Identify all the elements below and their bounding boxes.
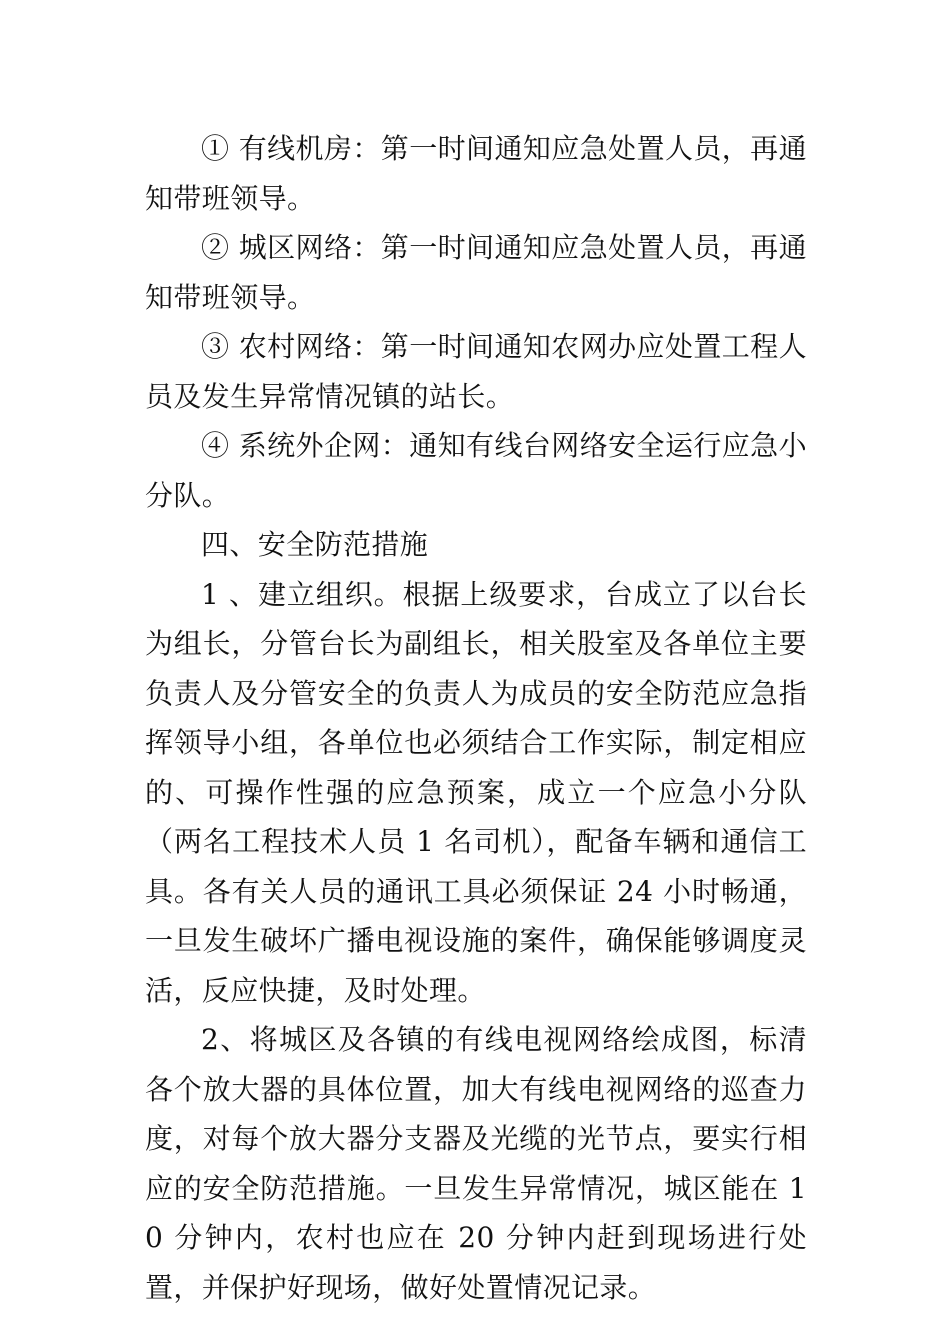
document-body <box>145 124 807 1312</box>
section-heading-safety-measures: 四、安全防范措施 <box>201 528 429 561</box>
paragraph-organization: 1 、建立组织。根据上级要求，台成立了以台长为组长，分管台长为副组长，相关股室及各单位主要负责人及分管安全的负责人为成员的安全防范应急指挥领导小组，各单位也必须结合工作实际，制定相应的、可操作性强的应急预案，成立一个应急小分队（两名工程技术人员 1 名司机），配备车辆和通信工具。各有关人员的通讯工具必须保证 24 小时畅通，一旦发生破坏广播电视设施的案件，确保能够调度灵活，反应快捷，及时处理。 <box>145 577 807 1007</box>
paragraph-rural-network: ③ 农村网络：第一时间通知农网办应处置工程人员及发生异常情况镇的站长。 <box>145 330 807 413</box>
paragraph-network-map: 2、将城区及各镇的有线电视网络绘成图，标清各个放大器的具体位置，加大有线电视网络的巡查力度，对每个放大器分支器及光缆的光节点，要实行相应的安全防范措施。一旦发生异常情况，城区能在 10 分钟内，农村也应在 20 分钟内赶到现场进行处置，并保护好现场，做好处置情况记录。 <box>145 1023 807 1304</box>
paragraph-cable-room: ① 有线机房：第一时间通知应急处置人员，再通知带班领导。 <box>145 132 807 215</box>
paragraph-external-network: ④ 系统外企网：通知有线台网络安全运行应急小分队。 <box>145 429 807 512</box>
paragraph-urban-network: ② 城区网络：第一时间通知应急处置人员，再通知带班领导。 <box>145 231 807 314</box>
